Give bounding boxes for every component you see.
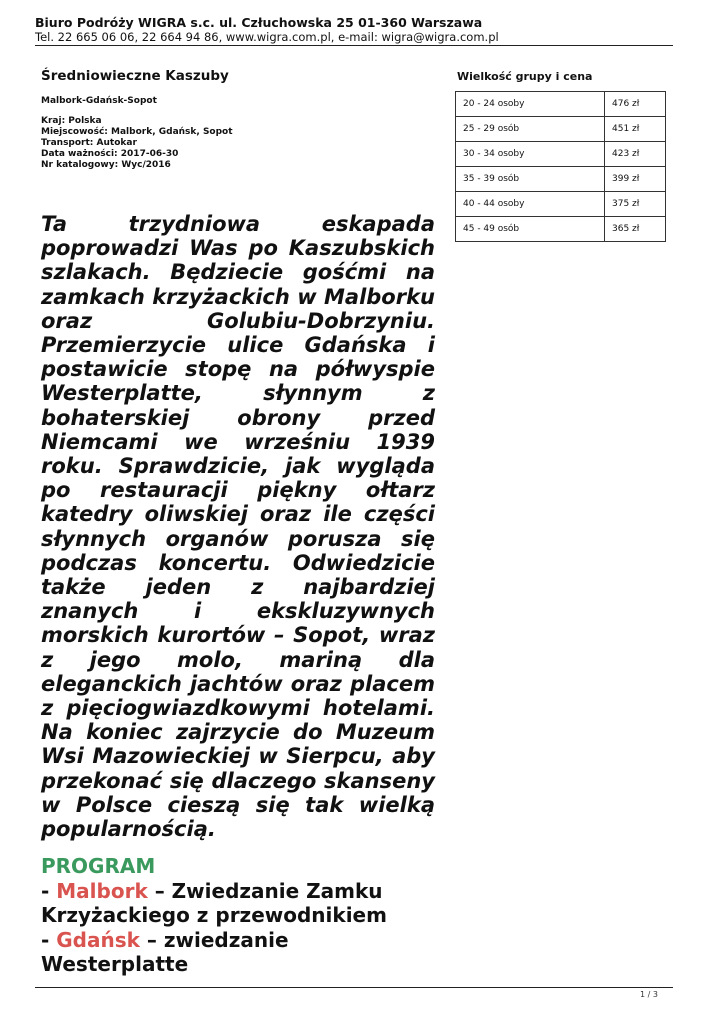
pricing-table — [455, 91, 666, 242]
meta-country: Kraj: Polska — [41, 116, 102, 126]
price-cell: 399 zł — [605, 167, 666, 192]
program-item-prefix: - — [41, 878, 57, 903]
footer-divider — [35, 987, 673, 988]
price-cell: 451 zł — [605, 117, 666, 142]
table-row — [456, 192, 666, 217]
meta-catalog-number: Nr katalogowy: Wyc/2016 — [41, 160, 171, 170]
meta-location: Miejscowość: Malbork, Gdańsk, Sopot — [41, 127, 233, 137]
meta-valid-date: Data ważności: 2017-06-30 — [41, 149, 179, 159]
meta-transport: Transport: Autokar — [41, 138, 137, 148]
program-item — [41, 879, 435, 928]
table-row — [456, 117, 666, 142]
program-item-prefix: - — [41, 927, 57, 952]
trip-title: Średniowieczne Kaszuby — [41, 68, 229, 84]
page-header — [35, 15, 675, 44]
pricing-title: Wielkość grupy i cena — [457, 70, 593, 83]
group-size-cell: 45 - 49 osób — [456, 217, 605, 242]
program-item-place: Gdańsk — [56, 927, 140, 952]
page-number: 1 / 3 — [640, 990, 658, 999]
program-heading: PROGRAM — [41, 854, 156, 879]
program-item-place: Malbork — [56, 878, 148, 903]
price-cell: 365 zł — [605, 217, 666, 242]
table-row — [456, 92, 666, 117]
group-size-cell: 40 - 44 osoby — [456, 192, 605, 217]
group-size-cell: 20 - 24 osoby — [456, 92, 605, 117]
lead-paragraph: Ta trzydniowa eskapada poprowadzi Was po Kaszubskich szlakach. Będziecie gośćmi na zamkach krzyżackich w Malborku oraz Golubiu-Dobrzyniu. Przemierzycie ulice Gdańska i postawicie stopę na półwyspie Westerplatte, słynnym z bohaterskiej obrony przed Niemcami we wrześniu 1939 roku. Sprawdzicie, jak wygląda po restauracji piękny ołtarz katedry oliwskiej oraz ile części słynnych organów porusza się podczas koncertu. Odwiedzicie także jeden z najbardziej znanych i ekskluzywnych morskich kurortów – Sopot, wraz z jego molo, mariną dla eleganckich jachtów oraz placem z pięciogwiazdkowymi hotelami. Na koniec zajrzycie do Muzeum Wsi Mazowieckiej w Sierpcu, aby przekonać się dlaczego skanseny w Polsce cieszą się tak wielką popularnością. — [41, 212, 435, 842]
trip-description — [41, 67, 435, 977]
program-item — [41, 928, 435, 977]
header-divider — [35, 45, 673, 46]
group-size-cell: 30 - 34 osoby — [456, 142, 605, 167]
price-cell: 375 zł — [605, 192, 666, 217]
table-row — [456, 167, 666, 192]
program-section — [41, 854, 435, 977]
pricing-panel — [455, 70, 667, 242]
group-size-cell: 35 - 39 osób — [456, 167, 605, 192]
contact-line: Tel. 22 665 06 06, 22 664 94 86, www.wigra.com.pl, e-mail: wigra@wigra.com.pl — [35, 30, 499, 44]
company-line: Biuro Podróży WIGRA s.c. ul. Człuchowska 25 01-360 Warszawa — [35, 15, 483, 30]
price-cell: 476 zł — [605, 92, 666, 117]
trip-meta — [41, 116, 435, 171]
program-item-text: – zwiedzanie Westerplatte — [41, 927, 289, 977]
group-size-cell: 25 - 29 osób — [456, 117, 605, 142]
table-row — [456, 217, 666, 242]
program-item-text: – Zwiedzanie Zamku Krzyżackiego z przewodnikiem — [41, 878, 387, 928]
price-cell: 423 zł — [605, 142, 666, 167]
table-row — [456, 142, 666, 167]
trip-route: Malbork-Gdańsk-Sopot — [41, 96, 157, 106]
